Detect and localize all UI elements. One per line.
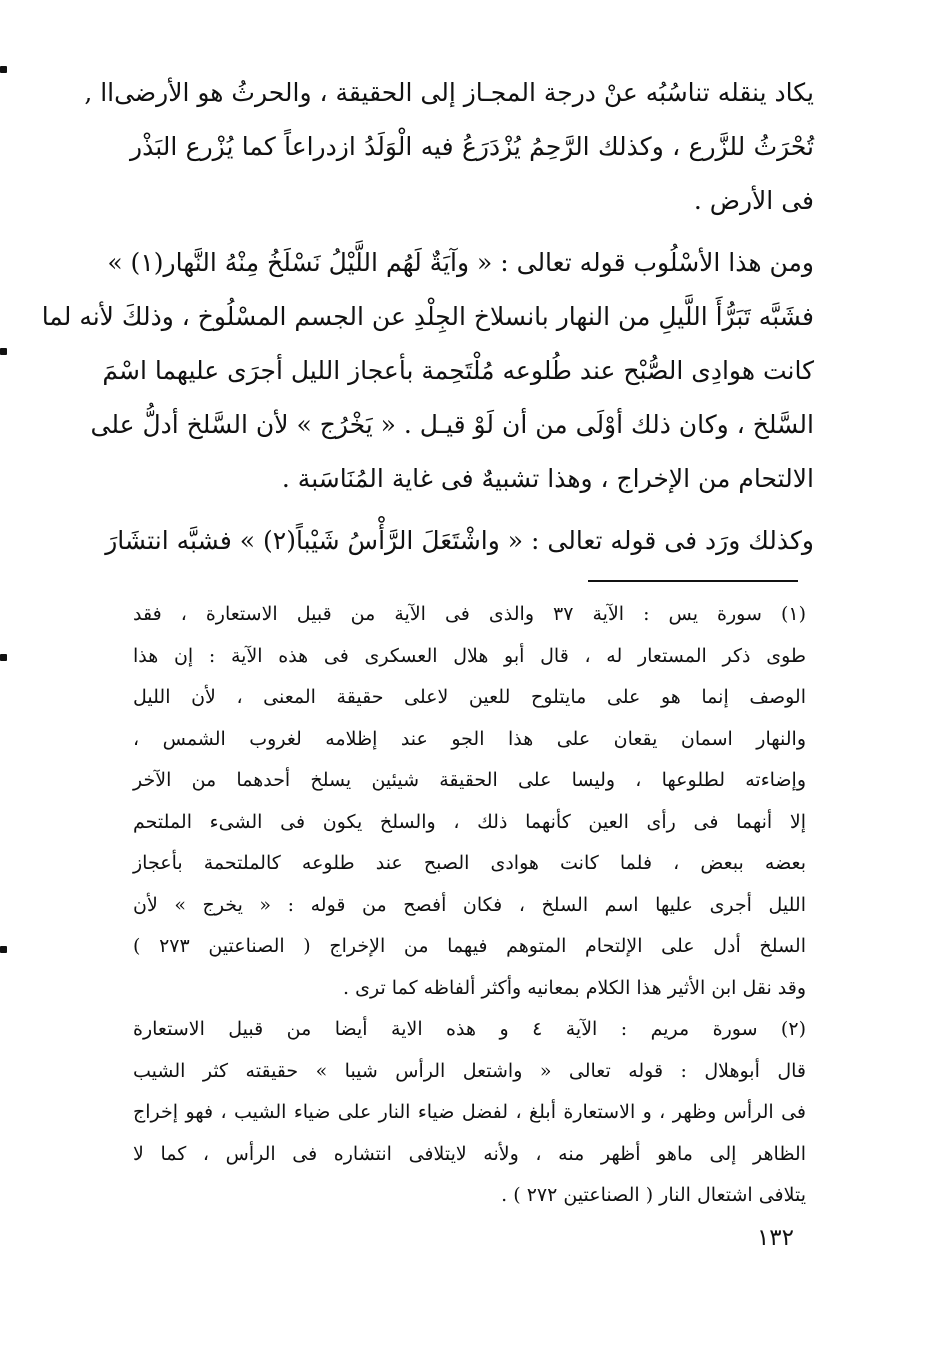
footnote-line: (١) سورة يس : الآية ٣٧ والذى فى الآية من قبيل الاستعارة ، فقد [133,603,806,625]
footnote-line: (٢) سورة مريم : الآية ٤ و هذه الاية أيضا من قبيل الاستعارة [133,1018,806,1040]
footnote-line: وإضاءته لطلوعها ، وليسا على الحقيقة شيئين يسلخ أحدهما من الآخر [133,769,806,791]
footnote-line: بعضه ببعض ، فلما كانت هوادى الصبح عند طلوعه كالملتحمة بأعجاز [133,852,806,874]
paragraph [105,514,814,568]
footnote-line: الوصف إنما هو على مايتلوح للعين لاعلى حقيقة المعنى ، لأن الليل [133,686,806,708]
main-text [41,66,814,568]
footnote-line: السلخ أدل على الإلتحام المتوهم فيهما من الإخراج ( الصناعتين ٢٧٣ ) [133,935,806,957]
footnote-separator [588,580,798,582]
text-line: وكذلك ورَد فى قوله تعالى : « واشْتَعَلَ الرَّأْسُ شَيْباً(٢) » فشبَّه انتشَارَ [105,526,814,555]
scan-edge-mark [0,946,7,953]
footnote-line: والنهار اسمان يقعان على هذا الجو عند إظلامه لغروب الشمس ، [133,727,806,750]
scan-edge-mark [0,654,7,661]
page-number: ١٣٢ [756,1225,794,1251]
footnote-1 [133,594,806,1009]
text-line: تُحْرَثُ للزَّرع ، وكذلك الرَّحِمُ يُزْدَرَعُ فيه الْوَلَدُ ازدراعاً كما يُزْرع البَذْر [130,132,814,161]
text-line: فى الأرض . [693,186,814,215]
scan-edge-mark [0,348,7,355]
footnotes [133,594,806,1217]
footnote-line: إلا أنهما فى رأى العين كأنهما ذلك ، والسلخ يكون فى الشىء الملتحم [133,810,806,833]
footnote-line: وقد نقل ابن الأثير هذا الكلام بمعانيه وأكثر ألفاظه كما ترى . [343,976,806,999]
footnote-line: طوى ذكر المستعار له ، قال أبو هلال العسكرى فى هذه الآية : إن هذا [133,644,806,667]
scan-edge-mark [0,66,7,73]
footnote-line: يتلافى اشتعال النار ( الصناعتين ٢٧٢ ) . [501,1184,806,1206]
text-line: يكاد ينقله تناسُبُه عنْ درجة المجـاز إلى الحقيقة ، والحرثُ هو الأرضى‌اا , [84,78,814,107]
footnote-2 [133,1009,806,1217]
paragraph [41,236,814,506]
text-line: ومن هذا الأسْلُوب قوله تعالى : « وآيَةٌ لَهُم اللَّيْلُ نَسْلَخُ مِنْهُ النَّهار(١) » [107,248,814,277]
text-line: كانت هوادِى الصُّبْح عند طُلوعه مُلْتَحِمة بأعجاز الليل أجرَى عليهما اسْمَ [102,356,814,385]
paragraph [84,66,814,228]
footnote-line: فى الرأس وظهر ، و الاستعارة أبلغ ، لفضل ضياء النار على ضياء الشيب ، فهو إخراج [133,1101,806,1123]
footnote-line: الظاهر إلى ماهو أظهر منه ، ولأنه لايتلافى انتشاره فى الرأس ، كما لا [133,1142,806,1165]
footnote-line: الليل أجرى عليها اسم السلخ ، فكان أفصح من قوله : « يخرج » لأن [133,893,806,916]
text-line: السَّلخ ، وكان ذلك أوْلَى من أن لَوْ قيـل . « يَخْرُج » لأن السَّلخ أدلُّ على [90,410,814,439]
text-line: الالتحام من الإخراج ، وهذا تشبيهٌ فى غاية المُنَاسَبة . [281,464,814,493]
text-line: فشَبَّه تَبَرُّأَ اللَّيلِ من النهار بانسلاخ الجِلْدِ عن الجسم المسْلُوخ ، وذلكَ لأنه لما [41,302,814,331]
footnote-line: قال أبوهلال : قوله تعالى « واشتعل الرأس شيبا » حقيقته كثر الشيب [133,1059,806,1082]
